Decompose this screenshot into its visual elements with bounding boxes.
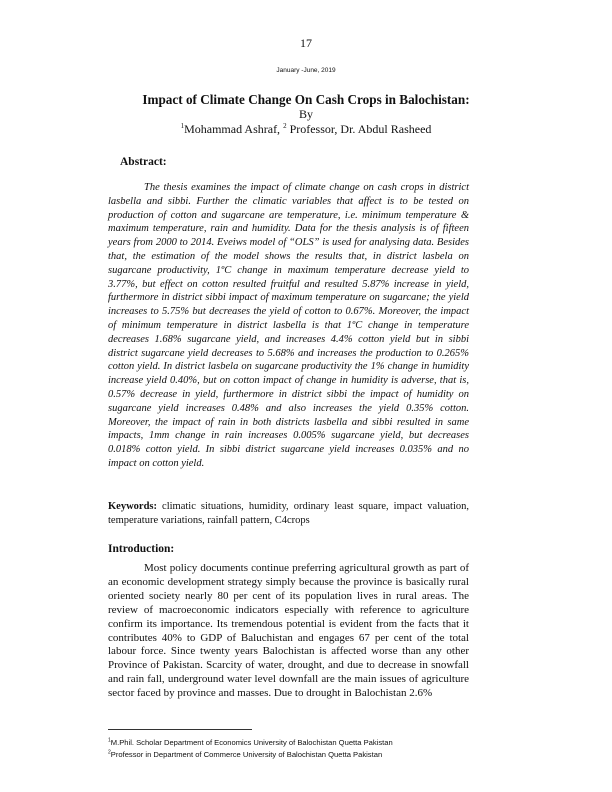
author-2: Professor, Dr. Abdul Rasheed — [286, 122, 432, 136]
abstract-heading: Abstract: — [120, 156, 167, 168]
introduction-body: Most policy documents continue preferring agricultural growth as part of an economic development strategy simply because the province is basically rural oriented society nearly 80 per cent of its population lives in rural areas. The review of macroeconomic indicators especially with reference to agriculture confirm its importance. Its tremendous potential is evident from the facts that it contributes 40% to GDP of Baluchistan and engages 67 per cent of the total labour force. Since twenty years Balochistan is affected worse than any other Province of Pakistan. Scarcity of water, drought, and due to decrease in snowfall and rain fall, underground water level downfall are the main issues of agriculture sector faced by province and masses. Due to drought in Balochistan 2.6% — [108, 562, 469, 700]
author-1: Mohammad Ashraf, — [184, 122, 284, 136]
footnote-1-text: M.Phil. Scholar Department of Economics University of Balochistan Quetta Pakistan — [110, 738, 393, 747]
footnote-1-mark: 1 — [108, 737, 111, 744]
footnotes — [108, 737, 508, 760]
article-title: Impact of Climate Change On Cash Crops in Balochistan: — [142, 92, 470, 107]
footnote-divider — [108, 729, 252, 730]
keywords-list: climatic situations, humidity, ordinary least square, impact valuation, temperature variations, rainfall pattern, C4crops — [108, 501, 469, 526]
page-number: 17 — [300, 36, 312, 50]
author-1-footnote-mark: 1 — [180, 122, 185, 130]
keywords-label: Keywords: — [108, 501, 157, 512]
footnote-1 — [108, 737, 508, 749]
author-line — [0, 122, 612, 137]
keywords — [108, 500, 469, 528]
journal-date: January -June, 2019 — [276, 67, 336, 74]
footnote-2 — [108, 749, 508, 761]
introduction-heading: Introduction: — [108, 543, 175, 555]
abstract-body: The thesis examines the impact of climate change on cash crops in district lasbella and sibbi. Further the climatic variables that affect is to be tested on production of cotton and sugarcane are temperature, i.e. minimum temperature & maximum temperature, rain and humidity. Data for the thesis analysis is of fifteen years from 2000 to 2014. Eveiws model of “OLS” is used for analysing data. Besides that, the estimation of the model shows the results that, in district lasbela on sugarcane productivity, 1ºC change in maximum temperature decrease yield to 3.77%, but effect on cotton resulted fruitful and resulted 5.87% increase in yield, furthermore in district sibbi impact of maximum temperature on sugarcane; the yield increases to 5.75% but decreases the yield of cotton to 0.67%. Moreover, the impact of minimum temperature in district lasbella is that 1ºC change in temperature decreases 1.68% sugarcane yield, and increases 4.4% cotton yield but in sibbi district sugarcane yield decreases to 5.68% and increases the production to 0.265% cotton yield. In district lasbela on sugarcane productivity the 1% change in humidity increase yield 0.40%, but on cotton impact of change in humidity is adverse, that is, 0.57% decrease in yield, furthermore in district sibbi the impact of humidity on sugarcane yield increases 0.48% and also increases the yield 0.35% cotton. Moreover, the impact of rain in both districts lasbella and sibbi resulted in same impacts, 1mm change in rain increases 0.005% sugarcane yield, but decreases 0.018% cotton yield. In sibbi district sugarcane yield increases 0.035% and no impact on cotton yield. — [108, 182, 469, 469]
footnote-2-text: Professor in Department of Commerce University of Balochistan Quetta Pakistan — [110, 749, 383, 759]
footnote-2-mark: 2 — [108, 748, 111, 755]
byline-by: By — [298, 107, 313, 121]
author-2-footnote-mark: 2 — [283, 122, 287, 130]
